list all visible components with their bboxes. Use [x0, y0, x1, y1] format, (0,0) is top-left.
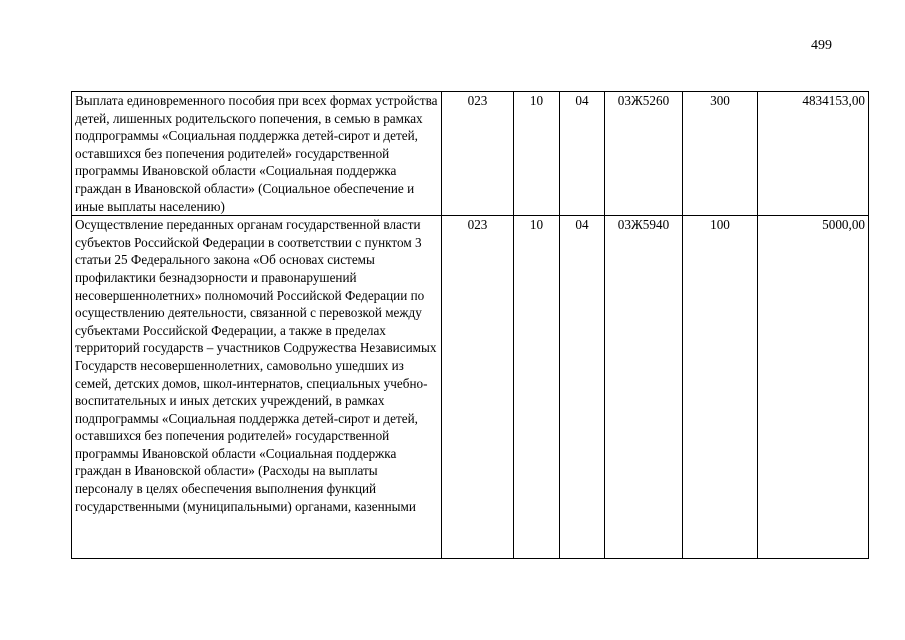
row-target-article: 03Ж5260: [605, 92, 683, 216]
row-description: Выплата единовременного пособия при всех формах устройства детей, лишенных родительского попечения, в семью в рамках подпрограммы «Социальная поддержка детей-сирот и детей, оставшихся без попечения родителей» государственной программы Ивановской области «Социальная поддержка граждан в Ивановской области» (Социальное обеспечение и иные выплаты населению): [72, 92, 442, 216]
row-amount: 4834153,00: [758, 92, 869, 216]
budget-table: [71, 91, 869, 559]
row-subsection-code: 04: [560, 216, 605, 559]
row-subsection-code: 04: [560, 92, 605, 216]
row-section-code: 10: [514, 216, 560, 559]
row-target-article: 03Ж5940: [605, 216, 683, 559]
row-section-code: 10: [514, 92, 560, 216]
page-number: 499: [811, 38, 832, 53]
table-row: [72, 216, 869, 559]
row-expense-type: 300: [683, 92, 758, 216]
row-description: Осуществление переданных органам государственной власти субъектов Российской Федерации в соответствии с пунктом 3 статьи 25 Федерального закона «Об основах системы профилактики безнадзорности и правонарушений несовершеннолетних» полномочий Российской Федерации по осуществлению деятельности, связанной с перевозкой между субъектами Российской Федерации, а также в пределах территорий государств – участников Содружества Независимых Государств несовершеннолетних, самовольно ушедших из семей, детских домов, школ-интернатов, специальных учебно-воспитательных и иных детских учреждений, в рамках подпрограммы «Социальная поддержка детей-сирот и детей, оставшихся без попечения родителей» государственной программы Ивановской области «Социальная поддержка граждан в Ивановской области» (Расходы на выплаты персоналу в целях обеспечения выполнения функций государственными (муниципальными) органами, казенными: [72, 216, 442, 559]
row-ministry-code: 023: [442, 216, 514, 559]
row-expense-type: 100: [683, 216, 758, 559]
row-amount: 5000,00: [758, 216, 869, 559]
table-row: [72, 92, 869, 216]
row-ministry-code: 023: [442, 92, 514, 216]
